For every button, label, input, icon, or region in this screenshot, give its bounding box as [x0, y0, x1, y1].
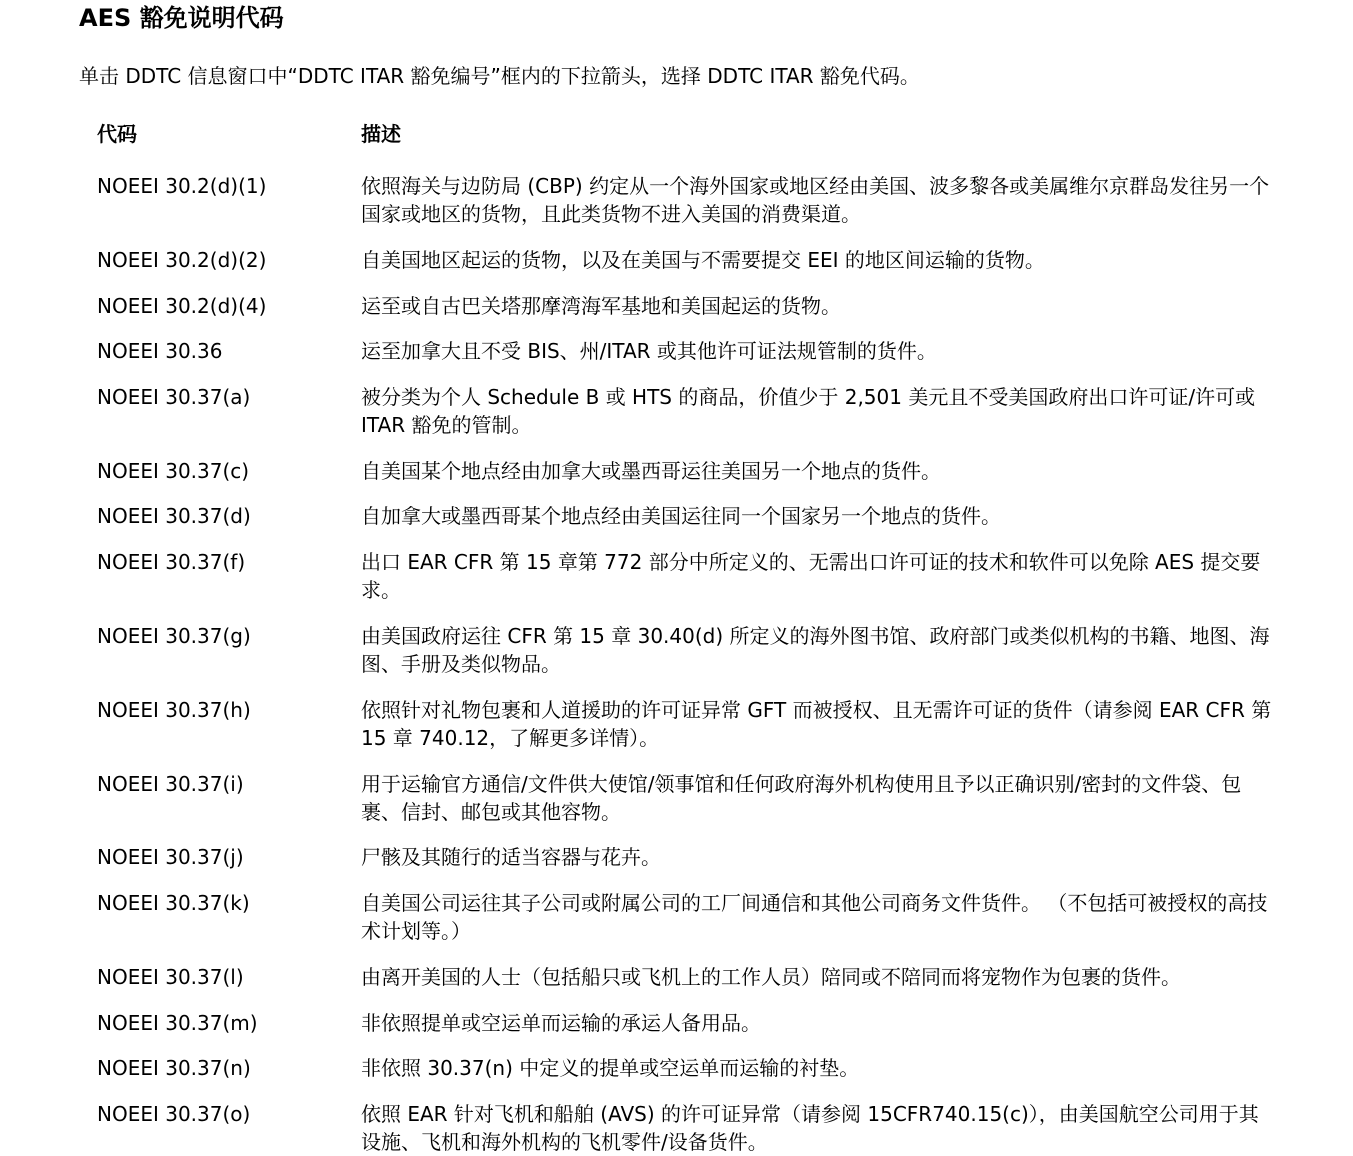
- column-header-code: 代码: [97, 122, 137, 146]
- exemption-code: NOEEI 30.37(g): [97, 624, 251, 648]
- exemption-code: NOEEI 30.37(i): [97, 772, 244, 796]
- exemption-description: 运至或自古巴关塔那摩湾海军基地和美国起运的货物。: [361, 294, 841, 318]
- exemption-description: 非依照提单或空运单而运输的承运人备用品。: [361, 1011, 761, 1035]
- exemption-description: 依照 EAR 针对飞机和船舶 (AVS) 的许可证异常（请参阅 15CFR740.15(c)），由美国航空公司用于其设施、飞机和海外机构的飞机零件/设备货件。: [361, 1102, 1259, 1154]
- exemption-code: NOEEI 30.37(h): [97, 698, 251, 722]
- exemption-description: 运至加拿大且不受 BIS、州/ITAR 或其他许可证法规管制的货件。: [361, 339, 937, 363]
- exemption-description: 被分类为个人 Schedule B 或 HTS 的商品，价值少于 2,501 美元且不受美国政府出口许可证/许可或 ITAR 豁免的管制。: [361, 385, 1256, 437]
- exemption-description: 自美国公司运往其子公司或附属公司的工厂间通信和其他公司商务文件货件。 （不包括可被授权的高技术计划等。）: [361, 891, 1268, 943]
- exemption-description: 尸骸及其随行的适当容器与花卉。: [361, 845, 661, 869]
- exemption-description: 用于运输官方通信/文件供大使馆/领事馆和任何政府海外机构使用且予以正确识别/密封的文件袋、包裹、信封、邮包或其他容物。: [361, 772, 1242, 824]
- exemption-description: 出口 EAR CFR 第 15 章第 772 部分中所定义的、无需出口许可证的技术和软件可以免除 AES 提交要求。: [361, 550, 1261, 602]
- exemption-code: NOEEI 30.2(d)(2): [97, 248, 267, 272]
- exemption-code: NOEEI 30.37(m): [97, 1011, 258, 1035]
- exemption-code: NOEEI 30.37(n): [97, 1056, 251, 1080]
- exemption-code: NOEEI 30.37(f): [97, 550, 246, 574]
- exemption-code: NOEEI 30.37(d): [97, 504, 251, 528]
- intro-paragraph: 单击 DDTC 信息窗口中“DDTC ITAR 豁免编号”框内的下拉箭头，选择 DDTC ITAR 豁免代码。: [79, 64, 920, 88]
- exemption-description: 自美国某个地点经由加拿大或墨西哥运往美国另一个地点的货件。: [361, 459, 941, 483]
- exemption-code: NOEEI 30.2(d)(4): [97, 294, 267, 318]
- exemption-description: 自美国地区起运的货物，以及在美国与不需要提交 EEI 的地区间运输的货物。: [361, 248, 1045, 272]
- exemption-description: 依照针对礼物包裹和人道援助的许可证异常 GFT 而被授权、且无需许可证的货件（请参阅 EAR CFR 第 15 章 740.12，了解更多详情）。: [361, 698, 1272, 750]
- exemption-description: 由离开美国的人士（包括船只或飞机上的工作人员）陪同或不陪同而将宠物作为包裹的货件。: [361, 965, 1181, 989]
- exemption-code: NOEEI 30.2(d)(1): [97, 174, 267, 198]
- exemption-code: NOEEI 30.37(j): [97, 845, 244, 869]
- exemption-code: NOEEI 30.37(k): [97, 891, 250, 915]
- exemption-code: NOEEI 30.37(l): [97, 965, 244, 989]
- exemption-code: NOEEI 30.37(o): [97, 1102, 251, 1126]
- exemption-description: 非依照 30.37(n) 中定义的提单或空运单而运输的衬垫。: [361, 1056, 860, 1080]
- page-title: AES 豁免说明代码: [79, 4, 284, 32]
- column-header-description: 描述: [361, 122, 401, 146]
- exemption-description: 依照海关与边防局 (CBP) 约定从一个海外国家或地区经由美国、波多黎各或美属维尔京群岛发往另一个国家或地区的货物，且此类货物不进入美国的消费渠道。: [361, 174, 1270, 226]
- exemption-code: NOEEI 30.37(c): [97, 459, 250, 483]
- exemption-description: 自加拿大或墨西哥某个地点经由美国运往同一个国家另一个地点的货件。: [361, 504, 1001, 528]
- exemption-code: NOEEI 30.37(a): [97, 385, 251, 409]
- exemption-code: NOEEI 30.36: [97, 339, 223, 363]
- exemption-description: 由美国政府运往 CFR 第 15 章 30.40(d) 所定义的海外图书馆、政府部门或类似机构的书籍、地图、海图、手册及类似物品。: [361, 624, 1270, 676]
